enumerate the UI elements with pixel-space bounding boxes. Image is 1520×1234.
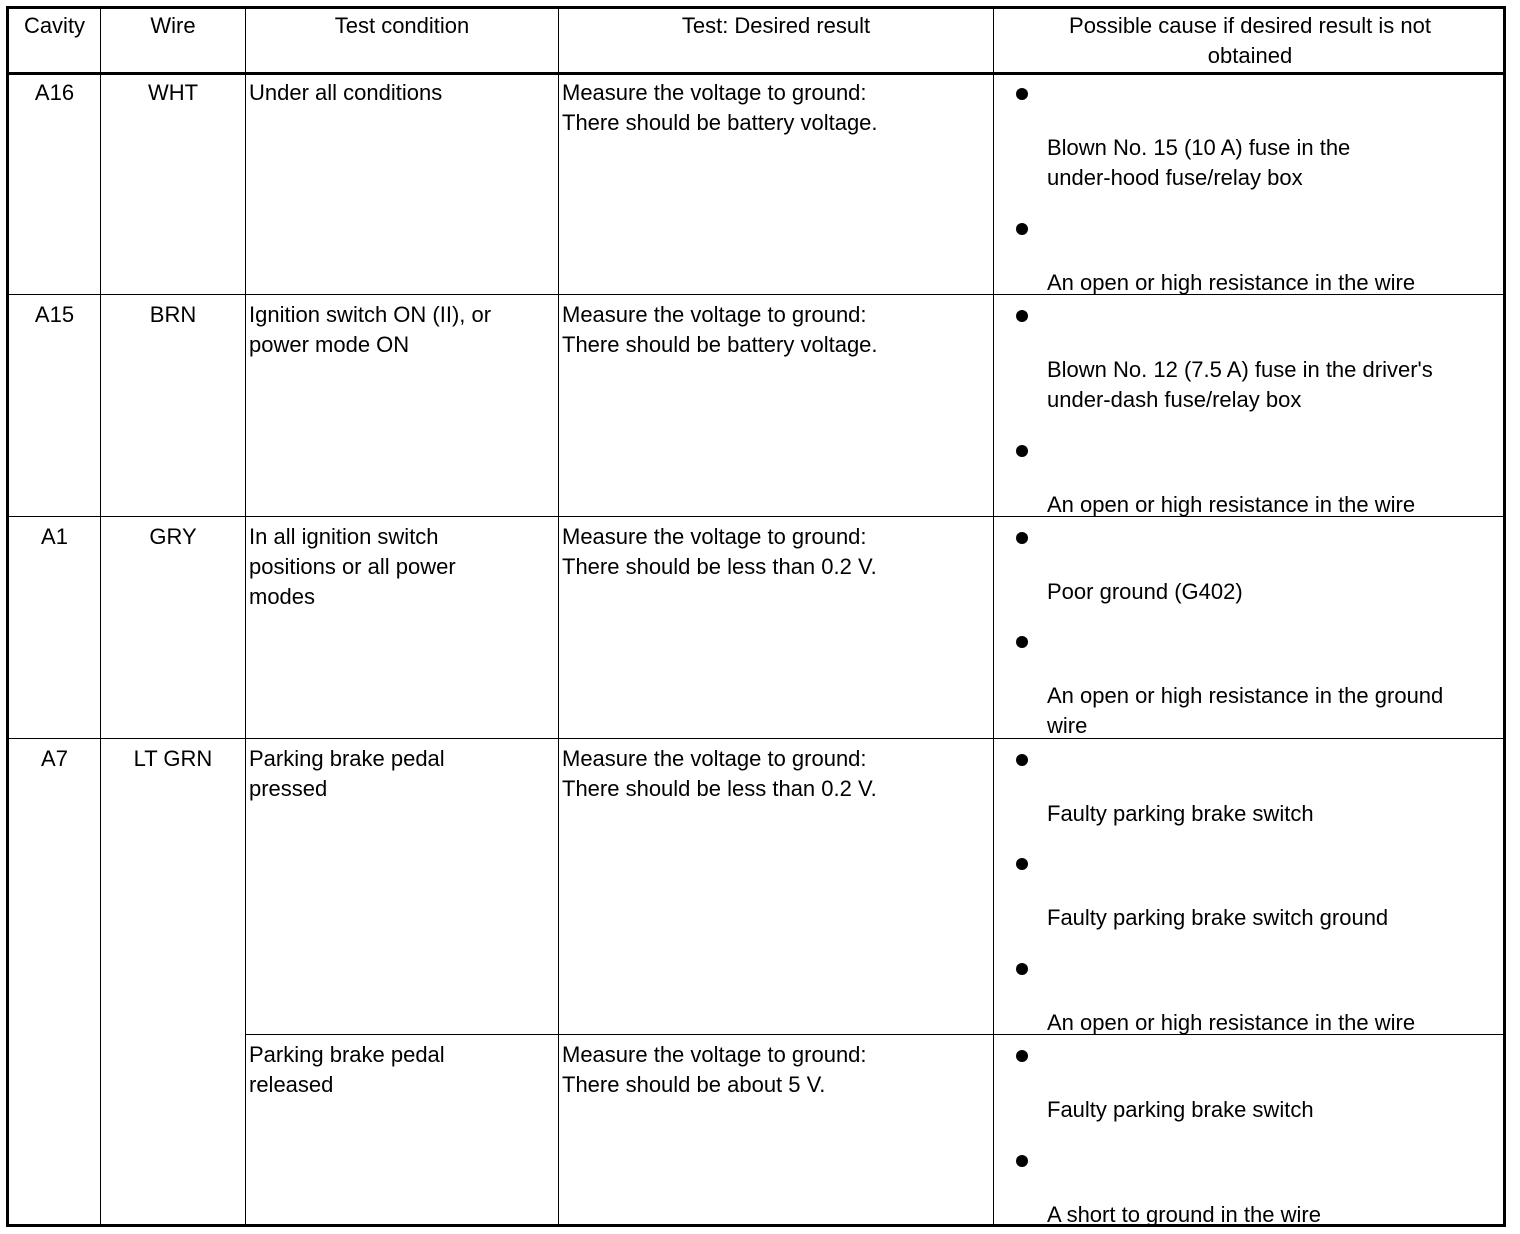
bullet-icon (1016, 1155, 1028, 1167)
bullet-icon (1016, 858, 1028, 870)
test-condition-cell: Ignition switch ON (II), or power mode ON (249, 302, 492, 357)
bullet-icon (1016, 445, 1028, 457)
bullet-icon (1016, 636, 1028, 648)
cause-item: Faulty parking brake switch ground (1047, 905, 1389, 930)
cause-item: Faulty parking brake switch (1047, 801, 1314, 826)
wire-cell: LT GRN (133, 746, 213, 771)
cause-item: Faulty parking brake switch (1047, 1097, 1314, 1122)
column-divider (558, 9, 559, 1224)
test-condition-cell: Under all conditions (249, 80, 443, 105)
cause-item: Blown No. 12 (7.5 A) fuse in the driver's under-dash fuse/relay box (1047, 357, 1433, 412)
header-wire: Wire (150, 13, 196, 38)
test-condition-cell: In all ignition switch positions or all power modes (249, 524, 456, 609)
bullet-icon (1016, 532, 1028, 544)
column-divider (993, 9, 994, 1224)
cavity-cell: A16 (34, 80, 75, 105)
cause-item: A short to ground in the wire (1047, 1202, 1321, 1227)
header-desired-result: Test: Desired result (681, 13, 871, 38)
wire-cell: BRN (149, 302, 197, 327)
cause-item: An open or high resistance in the wire (1047, 1010, 1416, 1035)
cause-item: Poor ground (G402) (1047, 579, 1243, 604)
cause-item: An open or high resistance in the ground wire (1047, 683, 1444, 738)
bullet-icon (1016, 223, 1028, 235)
header-possible-cause: Possible cause if desired result is not obtained (1069, 13, 1431, 68)
cavity-cell: A7 (41, 746, 68, 771)
desired-result-cell: Measure the voltage to ground: There should be battery voltage. (562, 302, 878, 357)
header-divider (9, 72, 1503, 75)
bullet-icon (1016, 310, 1028, 322)
desired-result-cell: Measure the voltage to ground: There should be battery voltage. (562, 80, 878, 135)
desired-result-cell: Measure the voltage to ground: There should be less than 0.2 V. (562, 524, 877, 579)
wire-cell: GRY (149, 524, 197, 549)
cause-item: Blown No. 15 (10 A) fuse in the under-hood fuse/relay box (1047, 135, 1351, 190)
connector-test-table (6, 6, 1506, 1227)
test-condition-cell: Parking brake pedal released (249, 1042, 445, 1097)
header-cavity: Cavity (23, 13, 86, 38)
bullet-icon (1016, 88, 1028, 100)
column-divider (100, 9, 101, 1224)
desired-result-cell: Measure the voltage to ground: There should be about 5 V. (562, 1042, 867, 1097)
desired-result-cell: Measure the voltage to ground: There should be less than 0.2 V. (562, 746, 877, 801)
bullet-icon (1016, 754, 1028, 766)
column-divider (245, 9, 246, 1224)
bullet-icon (1016, 1050, 1028, 1062)
header-test-condition: Test condition (334, 13, 470, 38)
cause-item: An open or high resistance in the wire (1047, 270, 1416, 295)
wire-cell: WHT (147, 80, 199, 105)
cavity-cell: A15 (34, 302, 75, 327)
cavity-cell: A1 (41, 524, 68, 549)
cause-item: An open or high resistance in the wire (1047, 492, 1416, 517)
test-condition-cell: Parking brake pedal pressed (249, 746, 445, 801)
bullet-icon (1016, 963, 1028, 975)
